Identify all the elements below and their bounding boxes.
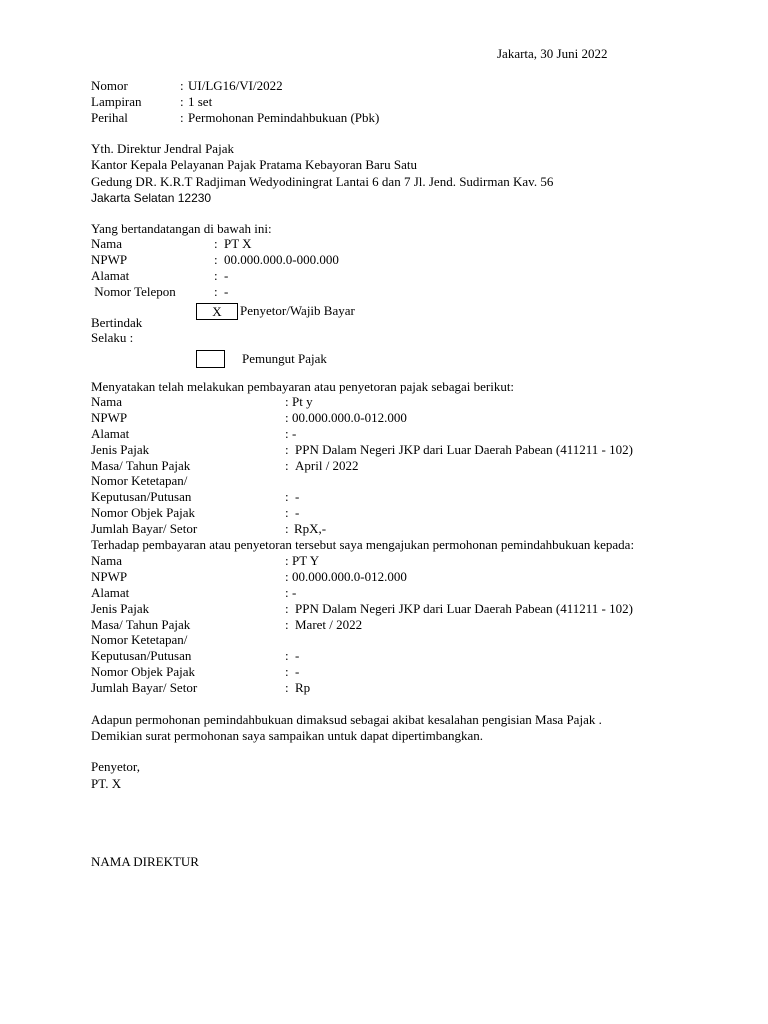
transfer-label: Masa/ Tahun Pajak bbox=[91, 617, 191, 632]
header-value: UI/LG16/VI/2022 bbox=[188, 78, 283, 93]
signer-colon: : bbox=[214, 284, 218, 299]
signer-colon: : bbox=[214, 268, 218, 283]
transfer-colon: : bbox=[285, 648, 289, 663]
signer-colon: : bbox=[214, 236, 218, 251]
signoff-line: Penyetor, bbox=[91, 759, 140, 774]
transfer-colon: : bbox=[285, 680, 289, 695]
header-colon: : bbox=[180, 110, 184, 125]
director-name: NAMA DIREKTUR bbox=[91, 854, 199, 869]
option-label: Penyetor/Wajib Bayar bbox=[240, 303, 355, 318]
transfer-value: PPN Dalam Negeri JKP dari Luar Daerah Pabean (411211 - 102) bbox=[295, 601, 633, 616]
payment-label: Jumlah Bayar/ Setor bbox=[91, 521, 198, 536]
header-colon: : bbox=[180, 94, 184, 109]
transfer-label: Jumlah Bayar/ Setor bbox=[91, 680, 198, 695]
transfer-label: Jenis Pajak bbox=[91, 601, 150, 616]
transfer-value: Rp bbox=[295, 680, 311, 695]
option-box-penyetor bbox=[196, 303, 238, 320]
header-value: Permohonan Pemindahbukuan (Pbk) bbox=[188, 110, 380, 125]
payment-label: Nomor Objek Pajak bbox=[91, 505, 195, 520]
payment-colon: : bbox=[285, 521, 289, 536]
payment-value: 00.000.000.0-012.000 bbox=[292, 410, 407, 425]
payment-colon: : bbox=[285, 458, 289, 473]
transfer-colon: : bbox=[285, 585, 289, 600]
payment-label: Masa/ Tahun Pajak bbox=[91, 458, 191, 473]
recipient-line: Kantor Kepala Pelayanan Pajak Pratama Kebayoran Baru Satu bbox=[91, 157, 417, 172]
transfer-value: - bbox=[295, 664, 300, 679]
payment-colon: : bbox=[285, 410, 289, 425]
transfer-value: - bbox=[295, 648, 300, 663]
payment-colon: : bbox=[285, 505, 289, 520]
acting-label: Selaku : bbox=[91, 330, 134, 345]
closing-line: Adapun permohonan pemindahbukuan dimaksud sebagai akibat kesalahan pengisian Masa Pajak . bbox=[91, 712, 602, 727]
payment-colon: : bbox=[285, 489, 289, 504]
recipient-line: Jakarta Selatan 12230 bbox=[91, 191, 212, 205]
header-colon: : bbox=[180, 78, 184, 93]
payment-label: Keputusan/Putusan bbox=[91, 489, 192, 504]
transfer-colon: : bbox=[285, 601, 289, 616]
payment-value: - bbox=[295, 489, 300, 504]
recipient-line: Gedung DR. K.R.T Radjiman Wedyodiningrat Lantai 6 dan 7 Jl. Jend. Sudirman Kav. 56 bbox=[91, 174, 554, 189]
payment-label: NPWP bbox=[91, 410, 128, 425]
signer-label: Nomor Telepon bbox=[91, 284, 176, 299]
header-label: Nomor bbox=[91, 78, 128, 93]
payment-value: - bbox=[292, 426, 297, 441]
acting-label: Bertindak bbox=[91, 315, 143, 330]
signer-value: PT X bbox=[224, 236, 252, 251]
signer-label: NPWP bbox=[91, 252, 128, 267]
payment-label: Jenis Pajak bbox=[91, 442, 150, 457]
header-value: 1 set bbox=[188, 94, 213, 109]
signer-intro: Yang bertandatangan di bawah ini: bbox=[91, 221, 272, 236]
transfer-label: Alamat bbox=[91, 585, 130, 600]
transfer-value: PT Y bbox=[292, 553, 320, 568]
payment-colon: : bbox=[285, 426, 289, 441]
header-label: Perihal bbox=[91, 110, 128, 125]
date-line: Jakarta, 30 Juni 2022 bbox=[497, 46, 608, 61]
transfer-colon: : bbox=[285, 569, 289, 584]
payment-value: April / 2022 bbox=[295, 458, 359, 473]
transfer-label: Nama bbox=[91, 553, 123, 568]
payment-colon: : bbox=[285, 442, 289, 457]
payment-value: Pt y bbox=[292, 394, 313, 409]
option-box-pemungut bbox=[196, 350, 225, 368]
signer-colon: : bbox=[214, 252, 218, 267]
header-label: Lampiran bbox=[91, 94, 142, 109]
signer-value: - bbox=[224, 268, 229, 283]
payment-colon: : bbox=[285, 394, 289, 409]
signer-label: Alamat bbox=[91, 268, 130, 283]
payment-intro: Menyatakan telah melakukan pembayaran atau penyetoran pajak sebagai berikut: bbox=[91, 379, 515, 394]
transfer-value: 00.000.000.0-012.000 bbox=[292, 569, 407, 584]
option-mark: X bbox=[212, 304, 222, 319]
transfer-value: - bbox=[292, 585, 297, 600]
transfer-label: NPWP bbox=[91, 569, 128, 584]
option-label: Pemungut Pajak bbox=[242, 351, 327, 366]
transfer-colon: : bbox=[285, 617, 289, 632]
transfer-label: Nomor Objek Pajak bbox=[91, 664, 195, 679]
transfer-label: Keputusan/Putusan bbox=[91, 648, 192, 663]
transfer-label: Nomor Ketetapan/ bbox=[91, 632, 188, 647]
transfer-colon: : bbox=[285, 553, 289, 568]
payment-value: - bbox=[295, 505, 300, 520]
payment-value: RpX,- bbox=[294, 521, 327, 536]
transfer-value: Maret / 2022 bbox=[295, 617, 363, 632]
signer-value: - bbox=[224, 284, 229, 299]
transfer-intro: Terhadap pembayaran atau penyetoran tersebut saya mengajukan permohonan pemindahbukuan kepada: bbox=[91, 537, 635, 552]
closing-line: Demikian surat permohonan saya sampaikan untuk dapat dipertimbangkan. bbox=[91, 728, 484, 743]
payment-label: Nomor Ketetapan/ bbox=[91, 473, 188, 488]
signer-value: 00.000.000.0-000.000 bbox=[224, 252, 339, 267]
transfer-colon: : bbox=[285, 664, 289, 679]
signer-label: Nama bbox=[91, 236, 123, 251]
recipient-line: Yth. Direktur Jendral Pajak bbox=[91, 141, 234, 156]
payment-label: Nama bbox=[91, 394, 123, 409]
payment-label: Alamat bbox=[91, 426, 130, 441]
payment-value: PPN Dalam Negeri JKP dari Luar Daerah Pabean (411211 - 102) bbox=[295, 442, 633, 457]
signoff-line: PT. X bbox=[91, 776, 122, 791]
